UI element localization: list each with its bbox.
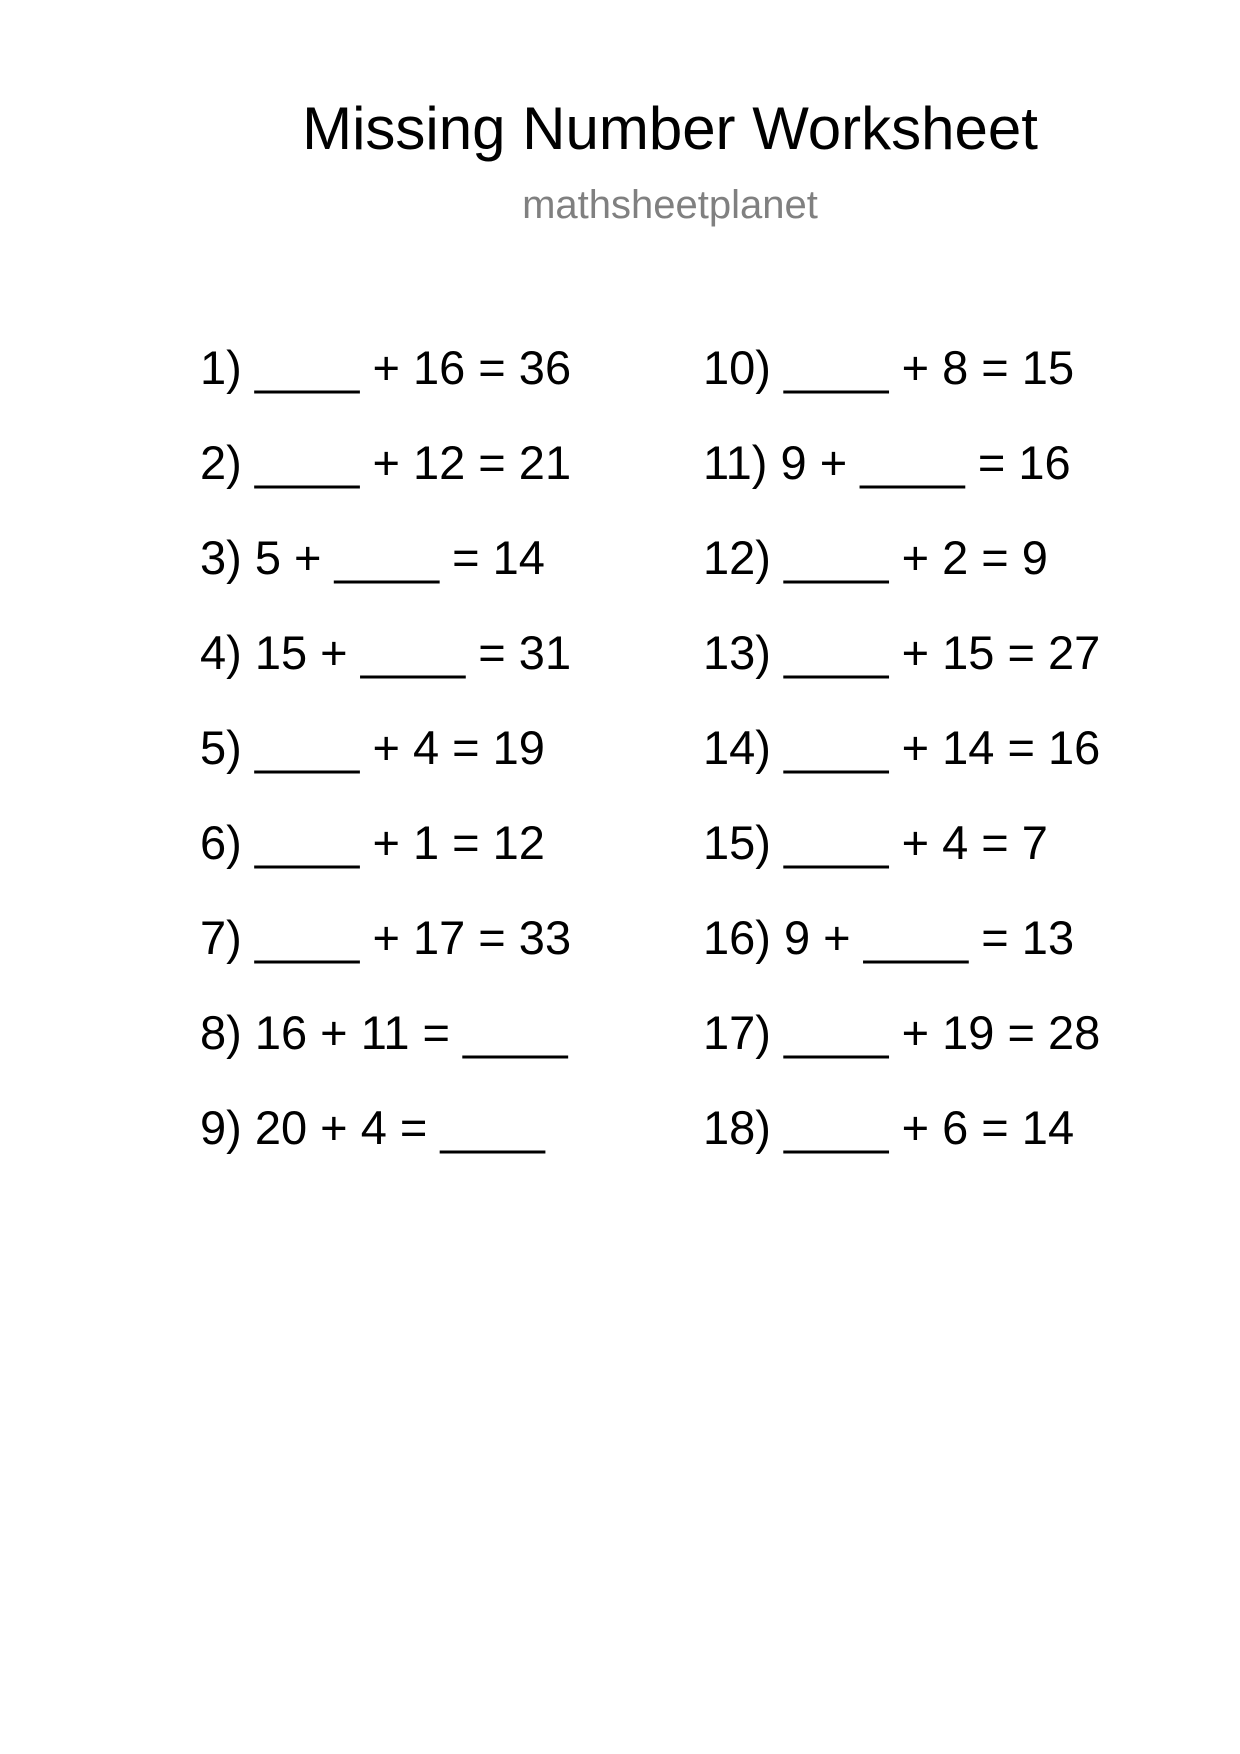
problem-3: 3) 5 + ____ = 14 bbox=[200, 531, 545, 584]
problem-16: 16) 9 + ____ = 13 bbox=[703, 911, 1075, 964]
problem-column-left bbox=[200, 338, 571, 1193]
problem-8: 8) 16 + 11 = ____ bbox=[200, 1006, 568, 1059]
problem-10: 10) ____ + 8 = 15 bbox=[703, 341, 1075, 394]
problem-15: 15) ____ + 4 = 7 bbox=[703, 816, 1048, 869]
site-name: mathsheetplanet bbox=[522, 183, 818, 227]
problem-11: 11) 9 + ____ = 16 bbox=[703, 436, 1071, 489]
problem-17: 17) ____ + 19 = 28 bbox=[703, 1006, 1101, 1059]
problem-7: 7) ____ + 17 = 33 bbox=[200, 911, 572, 964]
page-title: Missing Number Worksheet bbox=[302, 95, 1038, 162]
problem-2: 2) ____ + 12 = 21 bbox=[200, 436, 572, 489]
problem-12: 12) ____ + 2 = 9 bbox=[703, 531, 1048, 584]
problem-14: 14) ____ + 14 = 16 bbox=[703, 721, 1101, 774]
problem-18: 18) ____ + 6 = 14 bbox=[703, 1101, 1075, 1154]
problem-column-right bbox=[703, 338, 1100, 1193]
problem-1: 1) ____ + 16 = 36 bbox=[200, 341, 572, 394]
problem-13: 13) ____ + 15 = 27 bbox=[703, 626, 1101, 679]
problem-4: 4) 15 + ____ = 31 bbox=[200, 626, 572, 679]
problem-6: 6) ____ + 1 = 12 bbox=[200, 816, 545, 869]
problem-9: 9) 20 + 4 = ____ bbox=[200, 1101, 545, 1154]
problem-5: 5) ____ + 4 = 19 bbox=[200, 721, 545, 774]
